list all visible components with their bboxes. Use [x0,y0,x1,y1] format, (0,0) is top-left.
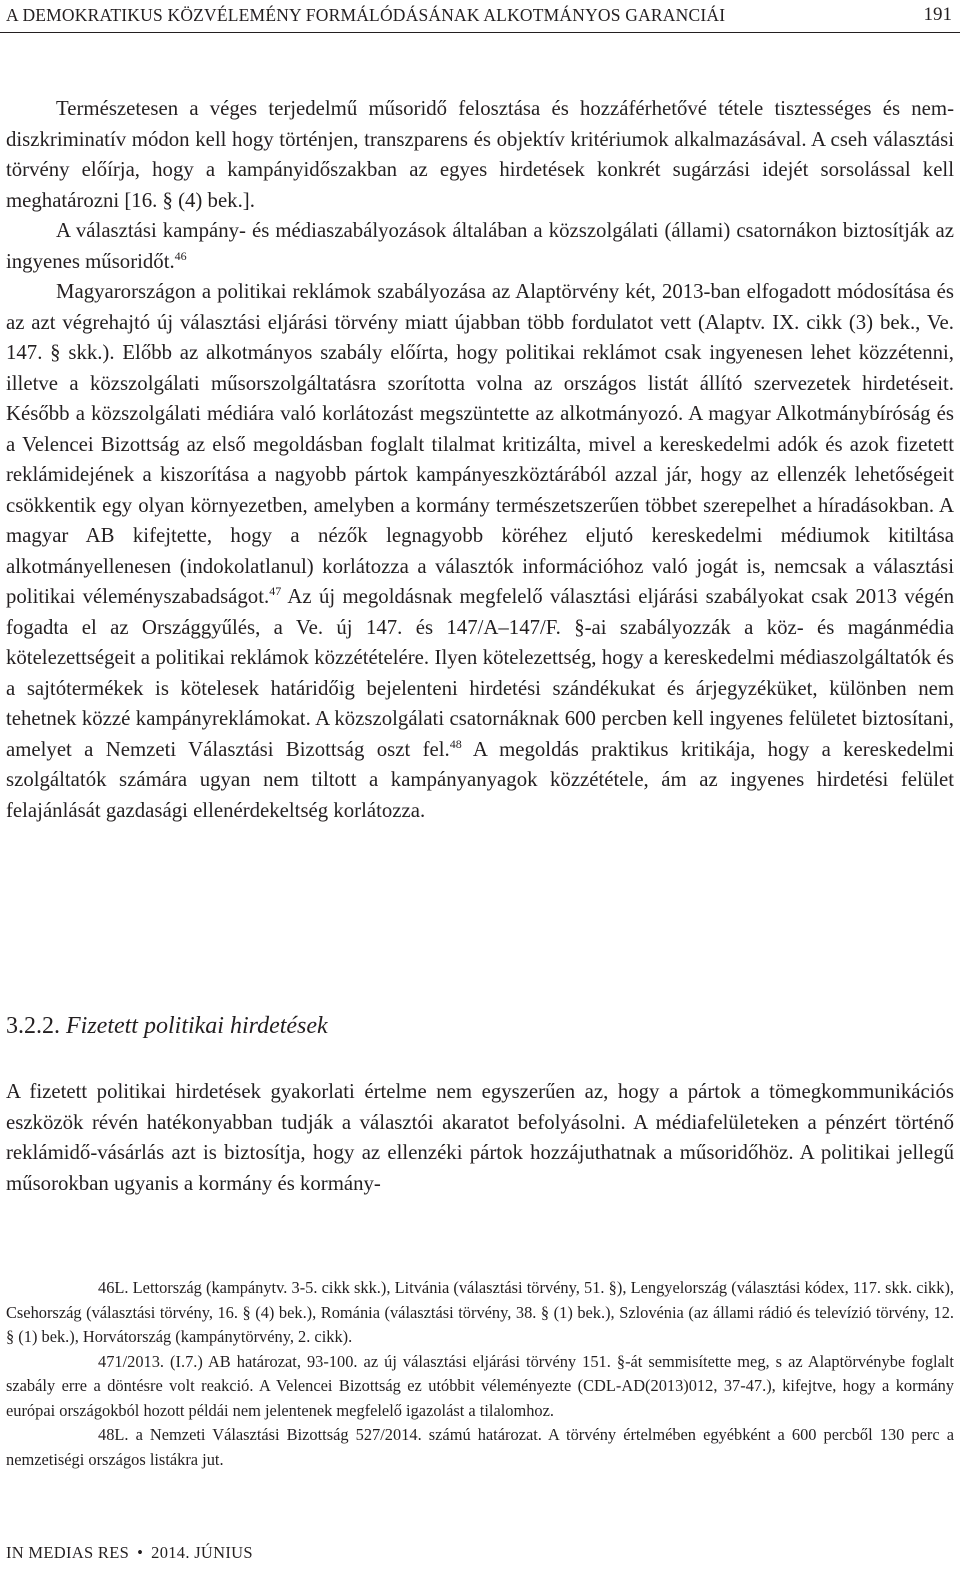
paragraph-2-text: A választási kampány- és médiaszabályozások általában a közszolgálati (állami) csatornákon biztosítják az ingyenes műsoridőt. [6,219,954,273]
footnote-48 [6,1423,954,1472]
running-footer [6,1543,253,1563]
paragraph-3-text-b: Az új megoldásnak megfelelő választási eljárási szabályokat csak 2013 végén fogadta el az Országgyűlés, a Ve. új 147. és 147/A–147/F. §-ai szabályozzák a köz- és magánmédia kötelezettségeit a politikai reklámok közzétételére. Ilyen kötelezettség, hogy a kereskedelmi médiaszolgáltatók és a sajtótermékek is kötelesek határidőig bejelenteni hirdetési szándékukat és árjegyzéküket, különben nem tehetnek közzé kampányreklámokat. A közszolgálati csatornáknak 600 percben kell ingyenes felületet biztosítani, amelyet a Nemzeti Választási Bizottság oszt fel. [6,585,954,761]
footnote-46 [6,1276,954,1350]
running-header-title: A DEMOKRATIKUS KÖZVÉLEMÉNY FORMÁLÓDÁSÁNAK ALKOTMÁNYOS GARANCIÁI [6,5,726,25]
footnote-ref-48[interactable]: 48 [449,736,462,751]
section-heading [6,1013,328,1040]
page-number: 191 [923,4,952,25]
paragraph-3-text-a: Magyarországon a politikai reklámok szabályozása az Alaptörvény két, 2013-ban elfogadott módosítása és az azt végrehajtó új választási eljárási törvény miatt újabban több fordulatot vett (Alaptv. IX. cikk (3) bek., Ve. 147. § skk.). Előbb az alkotmányos szabály előírta, hogy politikai reklámot csak ingyenesen lehet közzétenni, illetve a közszolgálati műsorszolgáltatásra szorította volna az országos listát állító szervezetek hirdetéseit. Később a közszolgálati médiára való korlátozást megszüntette az alkotmányozó. A magyar Alkotmánybíróság és a Velencei Bizottság az első megoldásban foglalt tilalmat kritizálta, mivel a kereskedelmi adók és azok fizetett reklámidejének a kiszorítása a nagyobb pártok kampányeszköztárából azzal jár, hogy az ellenzék lehetőségeit csökkentik egy olyan környezetben, amelyben a kormány természetszerűen többet szerepelhet a híradásokban. A magyar AB kifejtette, hogy a nézők legnagyobb köréhez eljutó kereskedelmi médiumok kitiltása alkotmányellenesen (indokolatlanul) korlátozza a választók információhoz való jogát is, nemcsak a választási politikai véleményszabadságot. [6,280,954,608]
footnote-number: 47 [98,1351,115,1371]
footer-bullet: • [137,1543,144,1562]
footnote-text: L. a Nemzeti Választási Bizottság 527/2014. számú határozat. A törvény értelmében egyébként a 600 percből 130 perc a nemzetiségi országos listákra jut. [6,1425,954,1469]
paragraph-3 [6,277,954,826]
main-text [6,94,954,826]
running-header [0,0,960,33]
footnote-text: 1/2013. (I.7.) AB határozat, 93-100. az új választási eljárási törvény 151. §-át semmisítette meg, s az Alaptörvénybe foglalt szabály erre a döntésre volt reakció. A Velencei Bizottság ez utóbbit véleményezte (CDL-AD(2013)012, 37-47.), kifejtve, hogy a kormány európai országokból hozott példái nem jelentenek megfelelő igazolást a tilalomhoz. [6,1351,954,1420]
section-number: 3.2.2. [6,1013,60,1039]
footnote-text: L. Lettország (kampánytv. 3-5. cikk skk.), Litvánia (választási törvény, 51. §), Lengyelország (választási kódex, 117. skk. cikk), Csehország (választási törvény, 16. § (4) bek.), Románia (választási törvény, 38. § (1) bek.), Szlovénia (az állami rádió és televízió törvény, 12. § (1) bek.), Horvátország (kampánytörvény, 2. cikk). [6,1278,954,1346]
footnote-47 [6,1350,954,1424]
footnotes [6,1276,954,1472]
footnote-ref-46[interactable]: 46 [174,248,187,263]
paragraph-1 [6,94,954,216]
footnote-number: 48 [98,1425,115,1444]
journal-name: IN MEDIAS RES [6,1543,130,1562]
paragraph-2 [6,216,954,277]
header-rule [0,32,960,33]
issue-date: 2014. JÚNIUS [151,1543,253,1562]
section-paragraph: A fizetett politikai hirdetések gyakorlati értelme nem egyszerűen az, hogy a pártok a tömegkommunikációs eszközök révén hatékonyabban tudják a választói akaratot befolyásolni. A médiafelületeken a pénzért történő reklámidő-vásárlás azt is biztosítja, hogy az ellenzéki pártok hozzájuthatnak a műsoridőhöz. A politikai jellegű műsorokban ugyanis a kormány és kormány- [6,1080,954,1195]
section-title: Fizetett politikai hirdetések [66,1013,328,1039]
section-text [6,1077,954,1199]
paragraph-1-text: Természetesen a véges terjedelmű műsoridő felosztása és hozzáférhetővé tétele tisztességes és nem-diszkriminatív módon kell hogy történjen, transzparens és objektív kritériumok alkalmazásával. A cseh választási törvény előírja, hogy a kampányidőszakban az egyes hirdetések konkrét sugárzási idejét sorsolással kell meghatározni [16. § (4) bek.]. [6,97,954,212]
footnote-ref-47[interactable]: 47 [269,584,282,599]
paragraph-3-text-c: A megoldás praktikus kritikája, hogy a kereskedelmi szolgáltatók számára ugyan nem tiltott a kampányanyagok közzététele, ám az ingyenes hirdetési felület felajánlását gazdasági ellenérdekeltség korlátozza. [6,737,954,822]
footnote-number: 46 [98,1278,115,1297]
